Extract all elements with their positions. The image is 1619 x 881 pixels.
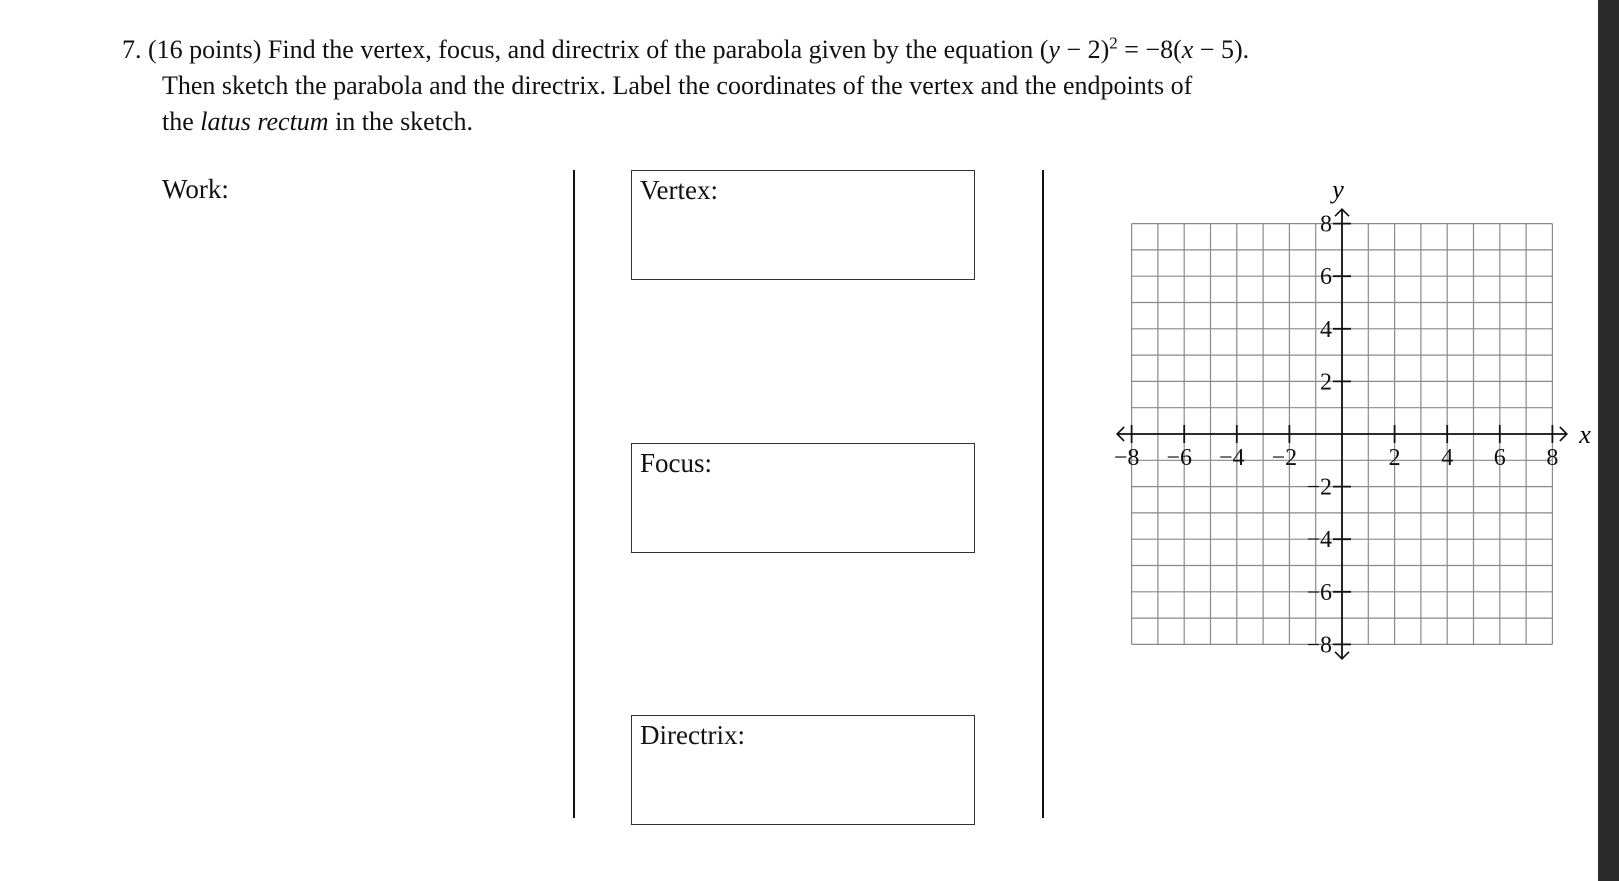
window-edge-bar [1598, 0, 1619, 881]
equation-y: y [1048, 35, 1060, 64]
directrix-answer-box[interactable] [631, 715, 975, 825]
equation-exponent: 2 [1109, 33, 1118, 53]
y-axis-label: y [1332, 175, 1344, 204]
equation-x: x [1181, 35, 1194, 64]
latus-rectum-emphasis: latus rectum [200, 107, 329, 136]
work-label: Work: [162, 174, 229, 204]
vertex-answer-box[interactable] [631, 170, 975, 280]
x-tick-label: 6 [1493, 445, 1506, 471]
y-tick-label: 8 [1320, 211, 1332, 238]
y-tick-label: −2 [1306, 474, 1332, 501]
x-tick-label: 4 [1441, 445, 1454, 471]
equation-rhs-a: = −8( [1117, 35, 1182, 64]
problem-line-3 [162, 104, 473, 140]
x-axis-label: x [1579, 420, 1591, 449]
problem-text-3a: the [162, 107, 201, 136]
focus-answer-box[interactable] [631, 443, 975, 553]
vertex-label: Vertex: [640, 175, 718, 205]
y-tick-label: 2 [1320, 369, 1332, 396]
y-tick-label: −4 [1306, 527, 1332, 554]
problem-text-1: Find the vertex, focus, and directrix of the parabola given by the equation ( [267, 35, 1049, 64]
y-tick-label: 4 [1320, 316, 1332, 343]
x-tick-label: 8 [1546, 445, 1559, 471]
coordinate-grid[interactable] [1100, 170, 1598, 670]
divider-right [1042, 170, 1044, 818]
directrix-label: Directrix: [640, 720, 745, 750]
x-tick-label: 2 [1388, 445, 1401, 471]
problem-line-1 [122, 32, 1249, 68]
problem-line-2: Then sketch the parabola and the directrix. Label the coordinates of the vertex and the endpoints of [162, 71, 1193, 100]
equation-part: − 2) [1059, 35, 1110, 64]
equation-rhs-b: − 5). [1193, 35, 1250, 64]
problem-text-3b: in the sketch. [328, 107, 473, 136]
divider-left [573, 170, 575, 818]
y-tick-label: −6 [1306, 579, 1332, 606]
focus-label: Focus: [640, 448, 713, 478]
x-tick-label: −2 [1271, 445, 1298, 471]
y-tick-label: 6 [1320, 264, 1332, 291]
problem-points: (16 points) [148, 35, 262, 64]
y-tick-label: −8 [1306, 632, 1332, 659]
problem-number: 7. [122, 35, 142, 64]
x-tick-label: −4 [1219, 445, 1245, 471]
x-tick-label: −6 [1166, 445, 1192, 471]
x-tick-label: −8 [1113, 445, 1140, 471]
